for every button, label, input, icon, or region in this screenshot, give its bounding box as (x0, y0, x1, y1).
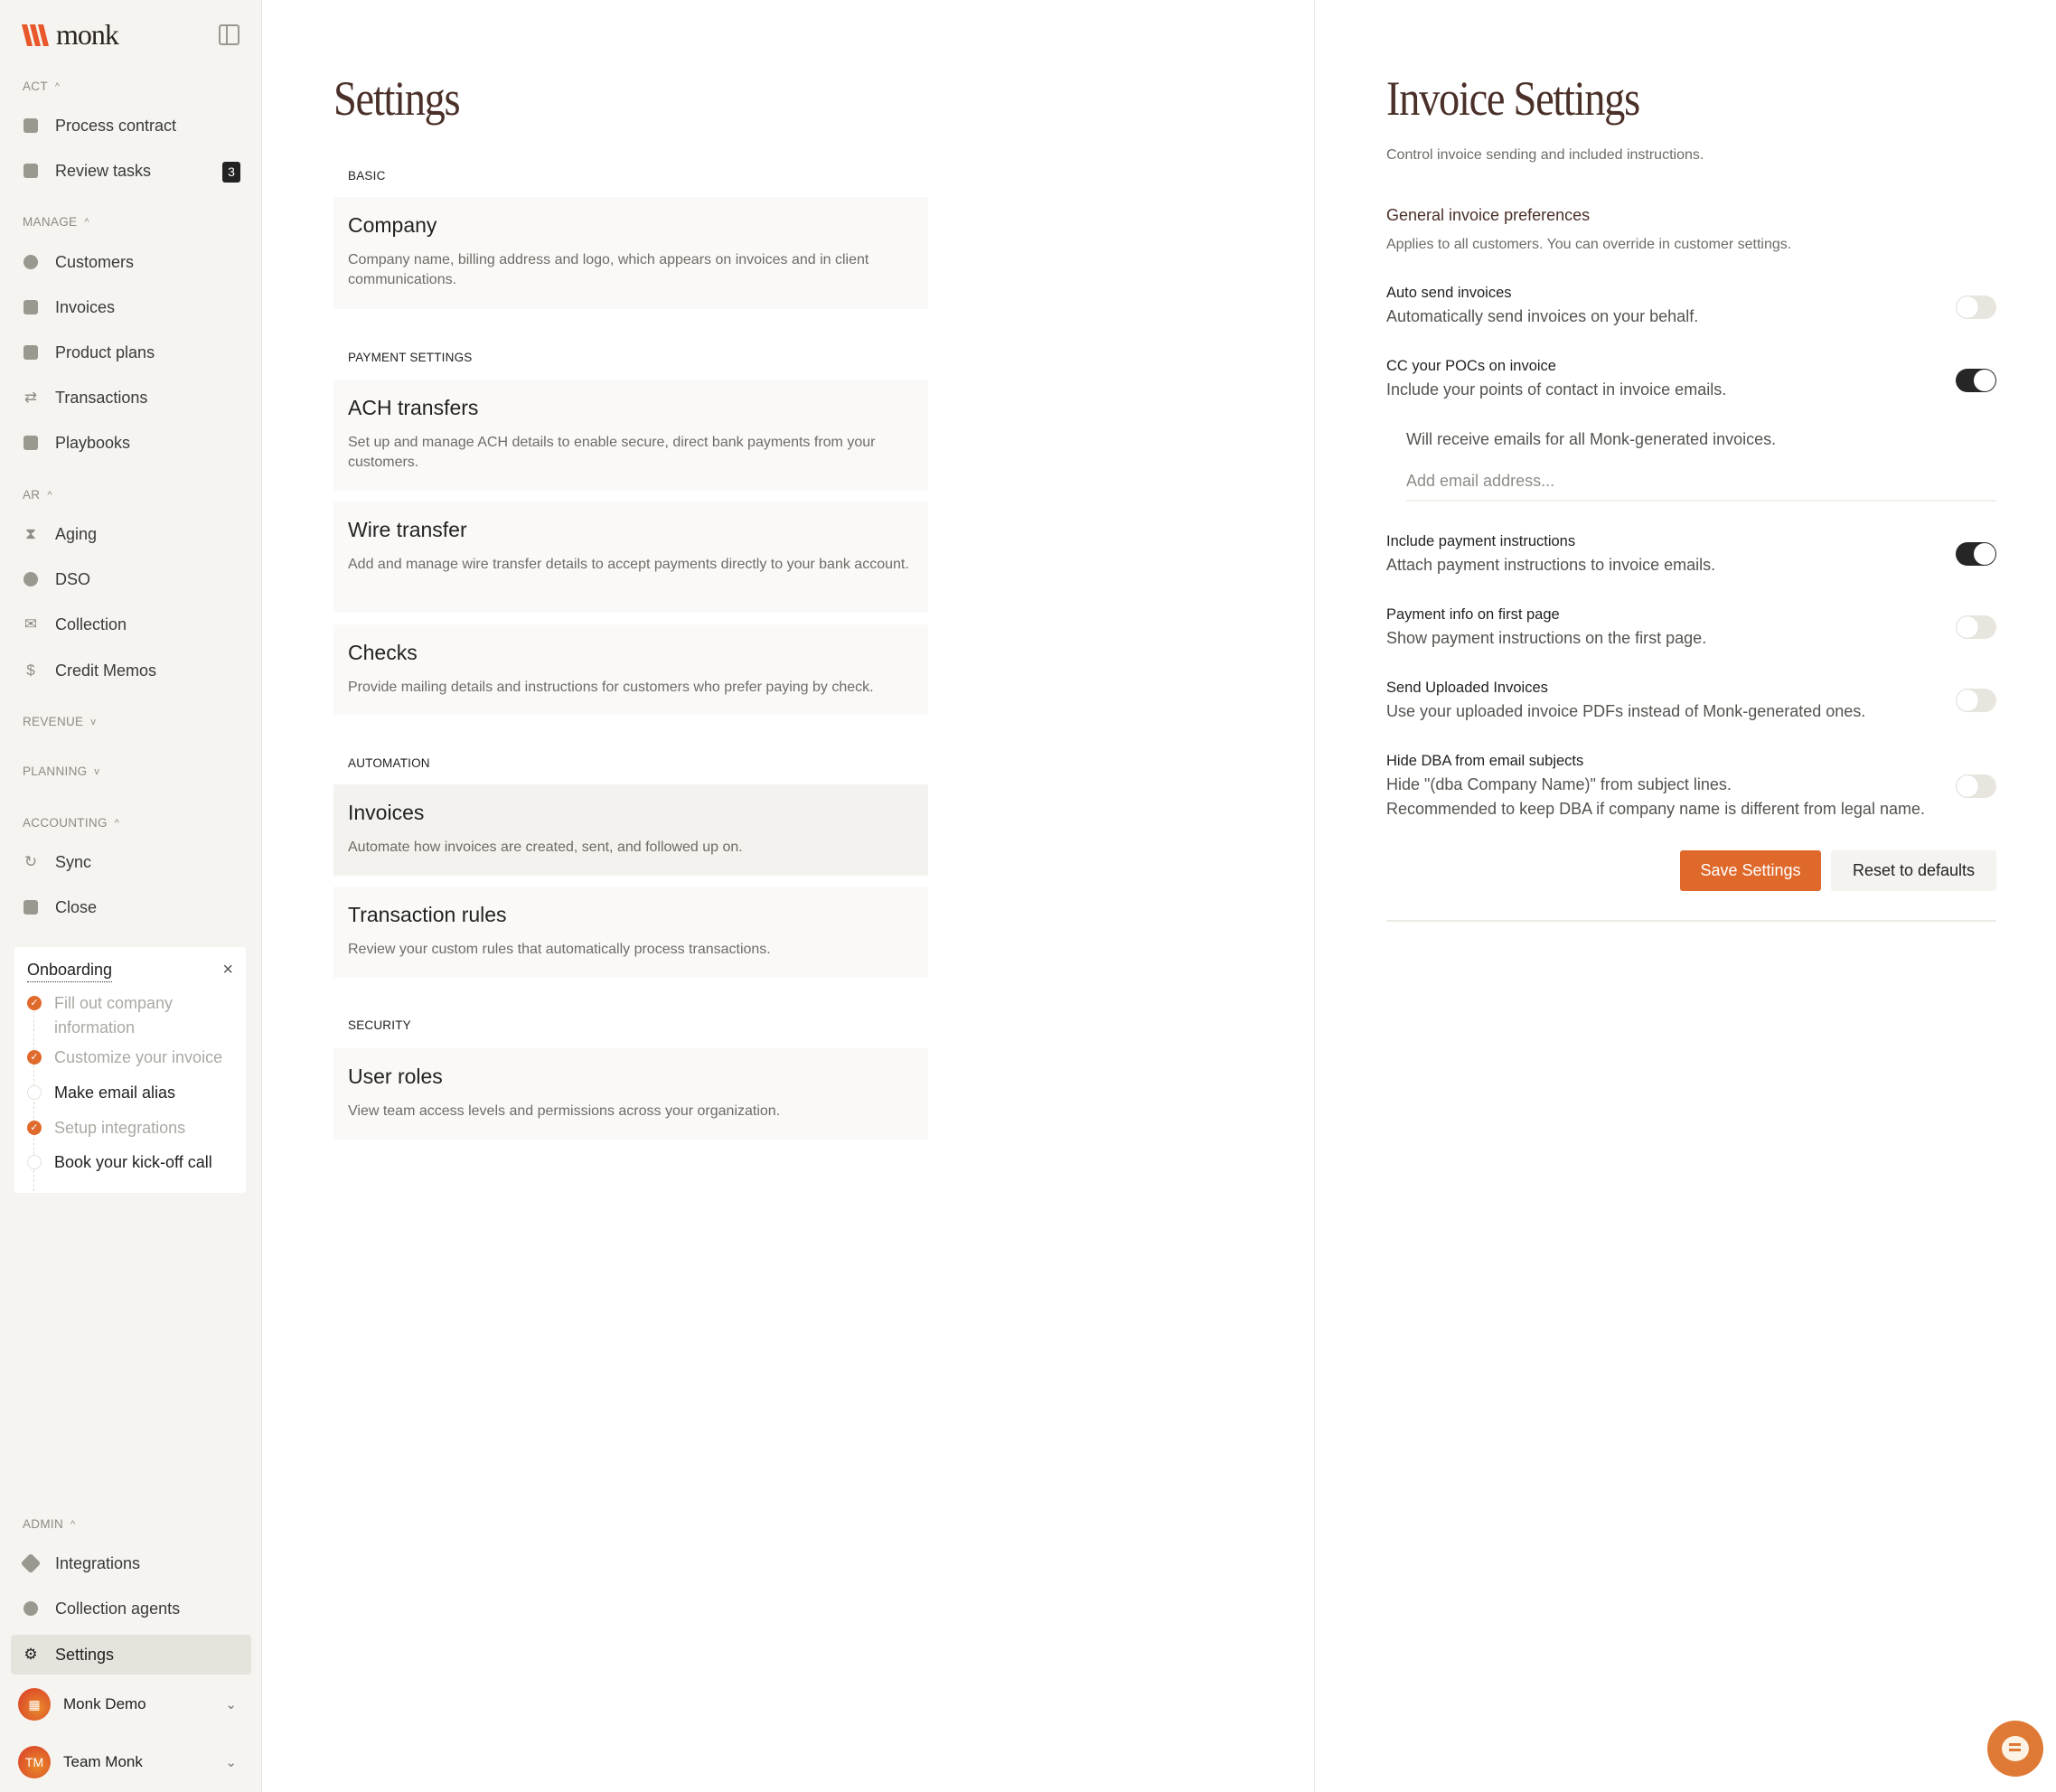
chevron-down-icon: v (94, 765, 100, 777)
section-label: ACCOUNTING (23, 816, 108, 830)
step-label: Customize your invoice (54, 1048, 223, 1066)
section-manage[interactable] (23, 215, 89, 229)
email-input[interactable] (1406, 468, 1996, 502)
settings-card-checks[interactable] (333, 624, 928, 715)
calendar-icon (22, 898, 40, 916)
scan-document-icon (22, 117, 40, 135)
section-act[interactable] (23, 80, 60, 93)
onboarding-step[interactable] (27, 1116, 185, 1140)
settings-card-wire[interactable] (333, 502, 928, 613)
arrows-exchange-icon: ⇄ (23, 389, 38, 406)
sidebar-item-integrations[interactable] (11, 1543, 251, 1583)
settings-card-company[interactable] (333, 197, 928, 309)
sidebar-item-label: DSO (55, 569, 91, 588)
step-label: Fill out company information (54, 994, 174, 1037)
panel-title: Invoice Settings (1386, 71, 1639, 126)
user-name: Team Monk (63, 1753, 143, 1770)
monk-logo-icon (22, 23, 51, 48)
chevron-up-icon: ^ (54, 80, 61, 92)
sidebar-item-customers[interactable] (11, 242, 251, 282)
setting-label: Payment info on first page (1386, 606, 1560, 623)
auto-send-toggle[interactable] (1956, 296, 1996, 319)
setting-auto-send (1386, 281, 1996, 329)
setting-desc: Recommended to keep DBA if company name is different from legal name. (1386, 800, 1925, 818)
setting-label: CC your POCs on invoice (1386, 358, 1556, 374)
group-label: BASIC (348, 169, 386, 183)
setting-cc-pocs (1386, 354, 1996, 402)
invoice-icon (22, 298, 40, 316)
collapse-sidebar-icon[interactable] (219, 24, 239, 45)
chevron-down-icon: ⌄ (225, 1755, 237, 1770)
chevron-up-icon: ^ (47, 489, 52, 501)
setting-label: Include payment instructions (1386, 533, 1576, 549)
card-title: Wire transfer (348, 518, 467, 541)
sidebar-item-collection[interactable] (11, 605, 251, 644)
sidebar-item-process-contract[interactable] (11, 106, 251, 145)
sidebar-item-label: Customers (55, 252, 135, 271)
sidebar-item-dso[interactable] (11, 559, 251, 599)
step-label: Make email alias (54, 1084, 176, 1102)
sidebar-item-label: Review tasks (55, 161, 152, 180)
section-label: AR (23, 488, 41, 502)
section-label: REVENUE (23, 715, 84, 728)
card-desc: Company name, billing address and logo, which appears on invoices and in client communications. (348, 252, 869, 287)
check-icon: ✓ (27, 1050, 42, 1065)
workspace-switcher[interactable] (18, 1686, 244, 1722)
onboarding-step[interactable] (27, 991, 226, 1040)
sidebar-item-settings[interactable] (11, 1635, 251, 1675)
empty-circle-icon (27, 1085, 42, 1100)
setting-label: Hide DBA from email subjects (1386, 753, 1584, 769)
card-title: Invoices (348, 801, 425, 824)
onboarding-title[interactable]: Onboarding (27, 961, 112, 982)
divider (1386, 920, 1996, 922)
building-avatar-icon: ▦ (18, 1688, 51, 1721)
sidebar-item-label: Playbooks (55, 433, 131, 452)
group-label: SECURITY (348, 1018, 411, 1032)
check-icon: ✓ (27, 1121, 42, 1135)
sidebar-item-transactions[interactable] (11, 378, 251, 418)
store-icon (22, 343, 40, 361)
chat-bubble-icon (2002, 1736, 2029, 1761)
setting-first-page (1386, 603, 1996, 651)
sidebar-item-label: Collection agents (55, 1599, 181, 1618)
users-icon (22, 253, 40, 271)
settings-card-transaction-rules[interactable] (333, 887, 928, 978)
card-title: ACH transfers (348, 396, 479, 419)
card-desc: Provide mailing details and instructions for customers who prefer paying by check. (348, 680, 874, 695)
cc-note: Will receive emails for all Monk-generated invoices. (1406, 430, 1777, 448)
panel-subtitle: Control invoice sending and included instructions. (1386, 147, 1704, 163)
settings-card-user-roles[interactable] (333, 1048, 928, 1140)
section-planning[interactable] (23, 765, 99, 778)
setting-desc: Show payment instructions on the first page. (1386, 629, 1707, 647)
close-icon[interactable]: × (222, 960, 233, 980)
card-title: User roles (348, 1065, 443, 1088)
avatar: TM (18, 1746, 51, 1778)
plug-icon (22, 1554, 40, 1572)
setting-desc: Include your points of contact in invoice emails. (1386, 380, 1727, 399)
section-revenue[interactable] (23, 715, 96, 728)
sidebar-item-label: Integrations (55, 1553, 141, 1572)
group-label: AUTOMATION (348, 756, 430, 770)
book-icon (22, 434, 40, 452)
inbox-icon (22, 162, 40, 180)
sidebar-item-label: Sync (55, 852, 92, 871)
sidebar-item-label: Collection (55, 615, 127, 633)
count-badge: 3 (222, 162, 240, 183)
card-desc: Set up and manage ACH details to enable secure, direct bank payments from your customers. (348, 435, 876, 470)
cc-pocs-toggle[interactable] (1956, 369, 1996, 392)
sidebar-item-product-plans[interactable] (11, 333, 251, 372)
group-label: PAYMENT SETTINGS (348, 351, 473, 364)
onboarding-step[interactable] (27, 1046, 222, 1070)
empty-circle-icon (27, 1155, 42, 1169)
sidebar-item-label: Invoices (55, 297, 116, 316)
sidebar-item-playbooks[interactable] (11, 423, 251, 463)
step-label: Setup integrations (54, 1119, 186, 1137)
section-heading: General invoice preferences (1386, 206, 1591, 224)
sidebar-item-invoices[interactable] (11, 287, 251, 327)
card-title: Checks (348, 641, 418, 664)
sidebar-item-sync[interactable] (11, 842, 251, 882)
sidebar-item-label: Credit Memos (55, 661, 157, 680)
setting-label: Send Uploaded Invoices (1386, 680, 1548, 696)
chevron-down-icon: ⌄ (225, 1697, 237, 1712)
sidebar-item-credit-memos[interactable] (11, 651, 251, 690)
check-icon: ✓ (27, 996, 42, 1010)
setting-uploaded-invoices (1386, 676, 1996, 724)
dollar-icon: $ (26, 661, 35, 679)
hide-dba-toggle[interactable] (1956, 774, 1996, 798)
gear-icon: ⚙ (23, 1646, 38, 1663)
uploaded-invoices-toggle[interactable] (1956, 689, 1996, 712)
setting-desc: Automatically send invoices on your behalf. (1386, 307, 1699, 325)
card-desc: Review your custom rules that automatically process transactions. (348, 942, 771, 957)
first-page-toggle[interactable] (1956, 615, 1996, 639)
reset-defaults-button[interactable]: Reset to defaults (1831, 850, 1996, 891)
hourglass-icon: ⧗ (25, 525, 36, 542)
section-subtitle: Applies to all customers. You can override in customer settings. (1386, 237, 1792, 252)
page-title: Settings (333, 71, 460, 126)
card-title: Company (348, 213, 437, 237)
logo-text: monk (56, 18, 118, 51)
chevron-up-icon: ^ (84, 216, 89, 228)
setting-payment-instructions (1386, 530, 1996, 577)
sidebar-item-label: Settings (55, 1645, 115, 1664)
settings-card-invoices[interactable] (333, 784, 928, 876)
section-label: MANAGE (23, 215, 78, 229)
onboarding-step[interactable] (27, 1150, 212, 1175)
section-label: PLANNING (23, 765, 88, 778)
setting-hide-dba (1386, 749, 1996, 821)
card-desc: Add and manage wire transfer details to accept payments directly to your bank account. (348, 557, 909, 572)
card-title: Transaction rules (348, 903, 507, 926)
setting-desc: Hide "(dba Company Name)" from subject lines. (1386, 775, 1732, 793)
setting-label: Auto send invoices (1386, 285, 1512, 301)
sync-icon: ↻ (23, 853, 38, 870)
agent-head-icon (22, 1600, 40, 1618)
section-accounting[interactable] (23, 816, 119, 830)
settings-card-ach[interactable] (333, 380, 928, 491)
mail-icon: ✉ (23, 615, 38, 633)
panel-divider (1314, 0, 1315, 1792)
logo[interactable] (22, 18, 118, 52)
sidebar-item-label: Close (55, 897, 98, 916)
workspace-name: Monk Demo (63, 1695, 146, 1712)
section-ar[interactable] (23, 488, 52, 502)
stopwatch-icon (22, 570, 40, 588)
step-label: Book your kick-off call (54, 1153, 212, 1171)
section-label: ACT (23, 80, 48, 93)
sidebar-item-label: Transactions (55, 388, 148, 407)
setting-desc: Attach payment instructions to invoice emails. (1386, 556, 1716, 574)
sidebar-item-label: Product plans (55, 342, 155, 361)
user-menu[interactable] (18, 1744, 244, 1780)
card-desc: View team access levels and permissions across your organization. (348, 1103, 781, 1119)
sidebar-item-close[interactable] (11, 887, 251, 927)
sidebar-item-aging[interactable] (11, 514, 251, 554)
save-settings-button[interactable]: Save Settings (1680, 850, 1821, 891)
onboarding-card (14, 947, 246, 1193)
chat-support-button[interactable] (1987, 1721, 2043, 1777)
sidebar-item-collection-agents[interactable] (11, 1589, 251, 1628)
sidebar-item-label: Aging (55, 524, 98, 543)
sidebar-item-review-tasks[interactable] (11, 151, 251, 191)
onboarding-step[interactable] (27, 1081, 175, 1105)
chevron-up-icon: ^ (114, 817, 120, 829)
setting-desc: Use your uploaded invoice PDFs instead of Monk-generated ones. (1386, 702, 1866, 720)
sidebar (0, 0, 262, 1792)
chevron-up-icon: ^ (70, 1518, 76, 1530)
section-label: ADMIN (23, 1517, 63, 1531)
chevron-down-icon: v (90, 716, 97, 727)
section-admin[interactable] (23, 1517, 75, 1531)
card-desc: Automate how invoices are created, sent, and followed up on. (348, 840, 743, 855)
sidebar-item-label: Process contract (55, 116, 177, 135)
payment-instructions-toggle[interactable] (1956, 542, 1996, 566)
